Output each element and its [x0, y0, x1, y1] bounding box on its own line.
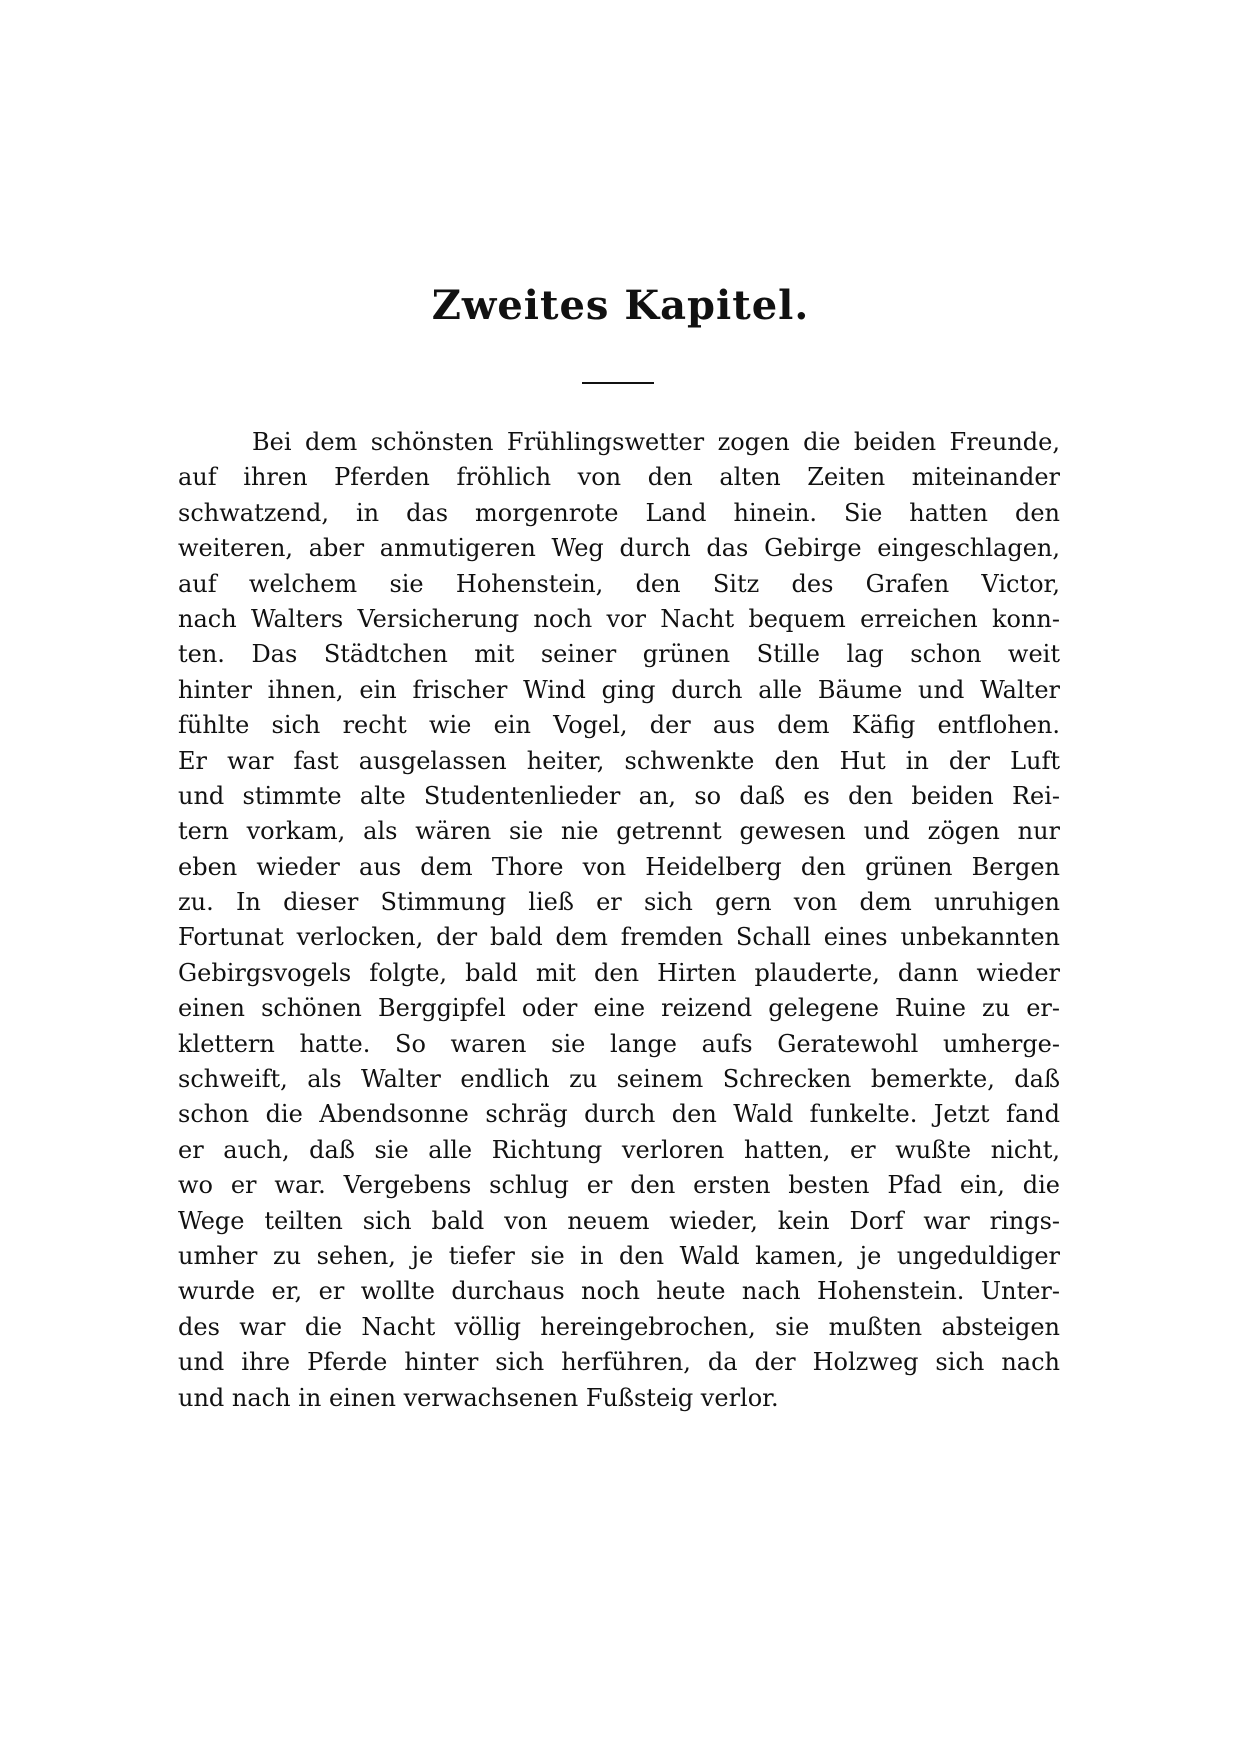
text-line: und stimmte alte Studentenlieder an, so daß es den beiden Rei- [178, 781, 1060, 810]
text-line: tern vorkam, als wären sie nie getrennt gewesen und zögen nur [178, 817, 1060, 846]
text-line: und nach in einen verwachsenen Fußsteig verlor. [178, 1383, 779, 1412]
text-line: eben wieder aus dem Thore von Heidelberg den grünen Bergen [178, 852, 1060, 881]
body-paragraph [178, 425, 1060, 1416]
text-line: zu. In dieser Stimmung ließ er sich gern von dem unruhigen [178, 888, 1060, 917]
text-line: auf welchem sie Hohenstein, den Sitz des Grafen Victor, [178, 569, 1060, 598]
text-line: hinter ihnen, ein frischer Wind ging durch alle Bäume und Walter [178, 675, 1060, 704]
text-line: schon die Abendsonne schräg durch den Wald funkelte. Jetzt fand [178, 1100, 1060, 1129]
text-line: Fortunat verlocken, der bald dem fremden Schall eines unbekannten [178, 923, 1060, 952]
text-line: wurde er, er wollte durchaus noch heute nach Hohenstein. Unter- [178, 1277, 1060, 1306]
text-line: Gebirgsvogels folgte, bald mit den Hirten plauderte, dann wieder [178, 958, 1060, 987]
text-line: wo er war. Vergebens schlug er den ersten besten Pfad ein, die [178, 1171, 1060, 1200]
text-line: Er war fast ausgelassen heiter, schwenkte den Hut in der Luft [178, 746, 1060, 775]
text-line: ten. Das Städtchen mit seiner grünen Stille lag schon weit [178, 640, 1060, 669]
text-line: des war die Nacht völlig hereingebrochen, sie mußten absteigen [178, 1312, 1060, 1341]
text-line: fühlte sich recht wie ein Vogel, der aus dem Käfig entflohen. [178, 711, 1060, 740]
text-line: Bei dem schönsten Frühlingswetter zogen die beiden Freunde, [252, 428, 1060, 456]
text-line: weiteren, aber anmutigeren Weg durch das Gebirge eingeschlagen, [178, 534, 1060, 563]
text-line: er auch, daß sie alle Richtung verloren hatten, er wußte nicht, [178, 1135, 1060, 1164]
text-line: und ihre Pferde hinter sich herführen, da der Holzweg sich nach [178, 1348, 1060, 1377]
text-line: klettern hatte. So waren sie lange aufs Geratewohl umherge- [178, 1029, 1060, 1058]
text-line: schweift, als Walter endlich zu seinem Schrecken bemerkte, daß [178, 1065, 1060, 1094]
text-line: nach Walters Versicherung noch vor Nacht bequem erreichen konn- [178, 604, 1060, 633]
chapter-title: Zweites Kapitel. [431, 282, 810, 329]
text-line: einen schönen Berggipfel oder eine reizend gelegene Ruine zu er- [178, 994, 1060, 1023]
text-line: Wege teilten sich bald von neuem wieder, kein Dorf war rings- [178, 1206, 1060, 1235]
title-divider [582, 382, 654, 384]
text-line: schwatzend, in das morgenrote Land hinein. Sie hatten den [178, 498, 1060, 527]
text-line: umher zu sehen, je tiefer sie in den Wald kamen, je ungeduldiger [178, 1241, 1060, 1270]
text-line: auf ihren Pferden fröhlich von den alten Zeiten miteinander [178, 463, 1060, 492]
